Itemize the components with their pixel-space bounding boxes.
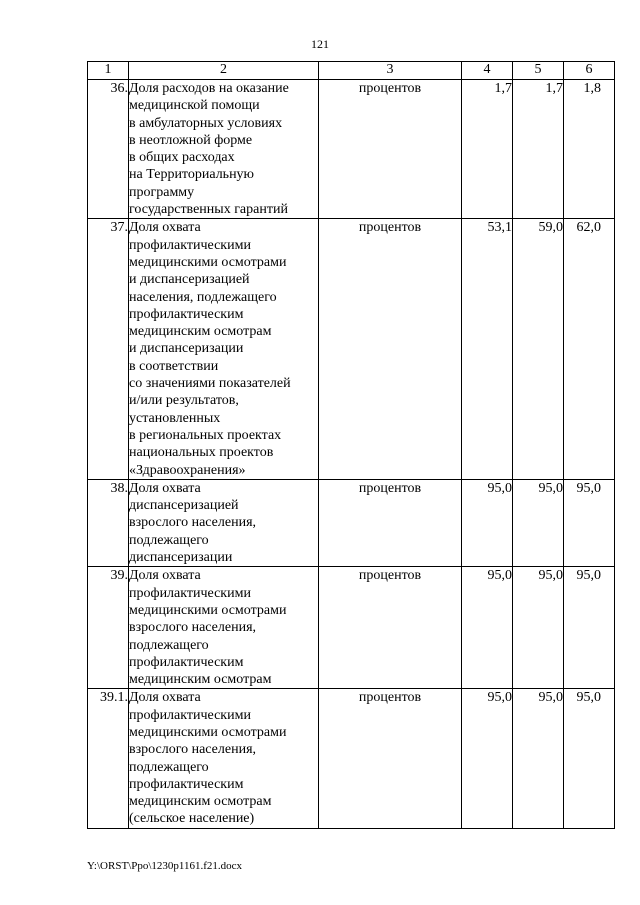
indicator-name-line: и/или результатов,: [129, 393, 239, 409]
indicator-name-cell: [129, 219, 319, 479]
indicator-name-line: населения, подлежащего: [129, 289, 277, 305]
indicator-name-line: со значениями показателей: [129, 376, 291, 392]
value-cell-col4: 95,0: [462, 567, 513, 689]
table-row: [88, 689, 615, 828]
indicator-name-line: медицинскими осмотрами: [129, 724, 287, 740]
unit-cell: процентов: [319, 479, 462, 566]
header-cell: 3: [319, 62, 462, 80]
value-cell-col5: 59,0: [513, 219, 564, 479]
indicators-table: [87, 61, 615, 829]
indicator-name-line: установленных: [129, 410, 221, 426]
header-cell: 1: [88, 62, 129, 80]
indicator-name-line: Доля охвата: [129, 480, 201, 496]
indicator-name-cell: [129, 689, 319, 828]
value-cell-col5: 1,7: [513, 80, 564, 219]
row-number-cell: 38.: [88, 479, 129, 566]
unit-cell: процентов: [319, 689, 462, 828]
indicator-name-line: государственных гарантий: [129, 202, 288, 218]
table-row: [88, 80, 615, 219]
indicator-name-cell: [129, 567, 319, 689]
value-cell-col5: 95,0: [513, 567, 564, 689]
unit-cell: процентов: [319, 567, 462, 689]
value-cell-col4: 95,0: [462, 689, 513, 828]
indicator-name-line: Доля охвата: [129, 568, 201, 584]
indicator-name-line: (сельское население): [129, 811, 255, 827]
indicator-name-line: в амбулаторных условиях: [129, 115, 283, 131]
indicator-name-line: Доля расходов на оказание: [129, 81, 289, 96]
indicator-name-cell: [129, 80, 319, 219]
indicator-name-line: и диспансеризации: [129, 341, 244, 357]
value-cell-col6: 95,0: [564, 689, 615, 828]
value-cell-col4: 53,1: [462, 219, 513, 479]
unit-cell: процентов: [319, 219, 462, 479]
indicator-name-line: профилактическими: [129, 237, 251, 253]
header-row: [88, 62, 615, 80]
indicator-name-line: медицинским осмотрам: [129, 324, 272, 340]
indicator-name-line: профилактическим: [129, 306, 244, 322]
indicator-name-line: медицинскими осмотрами: [129, 602, 287, 618]
indicator-name-line: профилактическим: [129, 776, 244, 792]
value-cell-col4: 95,0: [462, 479, 513, 566]
header-cell: 2: [129, 62, 319, 80]
indicator-name-line: на Территориальную: [129, 167, 255, 183]
table-row: [88, 479, 615, 566]
indicator-name-line: взрослого населения,: [129, 515, 257, 531]
indicator-name-line: медицинской помощи: [129, 98, 260, 114]
indicator-name-line: профилактическими: [129, 707, 251, 723]
indicator-name-cell: [129, 479, 319, 566]
indicator-name-line: диспансеризацией: [129, 498, 239, 514]
indicator-name-line: подлежащего: [129, 637, 209, 653]
indicator-name-line: подлежащего: [129, 759, 209, 775]
indicator-name-line: диспансеризации: [129, 550, 233, 566]
row-number-cell: 39.: [88, 567, 129, 689]
indicator-name-line: профилактическим: [129, 654, 244, 670]
value-cell-col5: 95,0: [513, 689, 564, 828]
value-cell-col5: 95,0: [513, 479, 564, 566]
page-number: 121: [311, 37, 329, 51]
indicator-name-line: в общих расходах: [129, 150, 235, 166]
indicator-name-line: медицинским осмотрам: [129, 794, 272, 810]
row-number-cell: 37.: [88, 219, 129, 479]
value-cell-col6: 95,0: [564, 479, 615, 566]
indicator-name-line: в соответствии: [129, 358, 219, 374]
indicator-name-line: подлежащего: [129, 532, 209, 548]
table-row: [88, 219, 615, 479]
header-cell: 5: [513, 62, 564, 80]
indicator-name-line: взрослого населения,: [129, 620, 257, 636]
row-number-cell: 36.: [88, 80, 129, 219]
indicator-name-line: взрослого населения,: [129, 742, 257, 758]
indicator-name-line: медицинским осмотрам: [129, 672, 272, 688]
indicator-name-line: Доля охвата: [129, 220, 201, 236]
value-cell-col6: 95,0: [564, 567, 615, 689]
indicator-name-line: «Здравоохранения»: [129, 462, 246, 478]
unit-cell: процентов: [319, 80, 462, 219]
header-cell: 4: [462, 62, 513, 80]
indicator-name-line: профилактическими: [129, 585, 251, 601]
indicator-name-line: в неотложной форме: [129, 132, 253, 148]
value-cell-col4: 1,7: [462, 80, 513, 219]
indicator-name-line: Доля охвата: [129, 690, 201, 706]
indicator-name-line: национальных проектов: [129, 445, 274, 461]
table-row: [88, 567, 615, 689]
indicator-name-line: в региональных проектах: [129, 427, 282, 443]
indicator-name-line: и диспансеризацией: [129, 272, 250, 288]
indicator-name-line: программу: [129, 184, 195, 200]
row-number-cell: 39.1.: [88, 689, 129, 828]
value-cell-col6: 1,8: [564, 80, 615, 219]
value-cell-col6: 62,0: [564, 219, 615, 479]
footer-file-path: Y:\ORST\Ppo\1230p1161.f21.docx: [87, 860, 243, 872]
header-cell: 6: [564, 62, 615, 80]
indicator-name-line: медицинскими осмотрами: [129, 254, 287, 270]
